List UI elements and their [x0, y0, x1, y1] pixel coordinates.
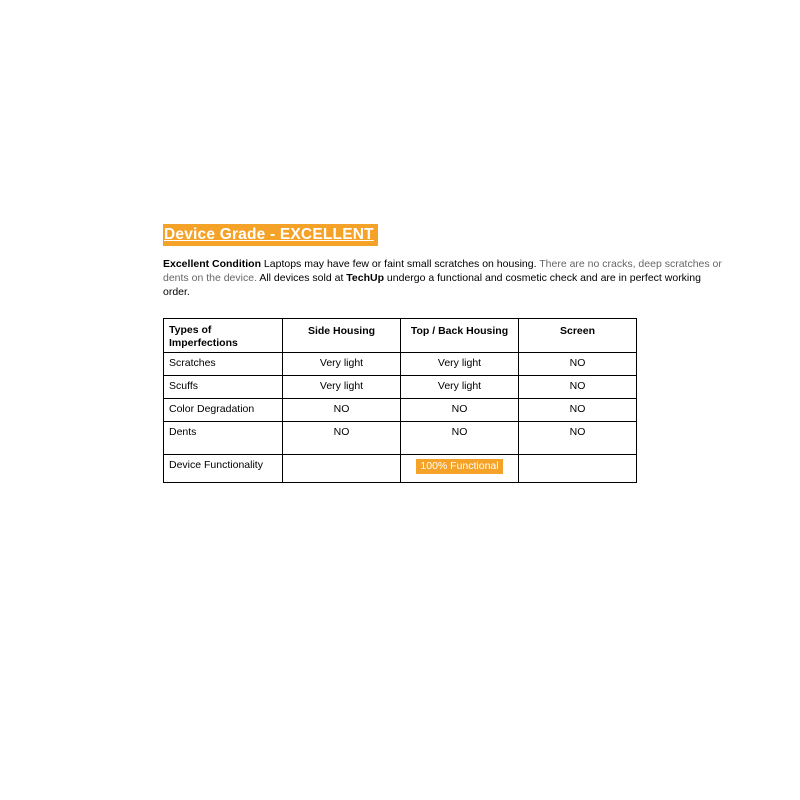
- description-text-run: TechUp: [346, 271, 385, 284]
- description-text-run: undergo a functional and cosmetic check and are in perfect working: [384, 271, 701, 284]
- page-title-highlight: Device Grade - EXCELLENT: [163, 224, 378, 246]
- functional-status-highlight: 100% Functional: [416, 459, 502, 474]
- table-cell: NO: [401, 422, 519, 455]
- table-cell: Very light: [283, 376, 401, 399]
- table-cell: Very light: [401, 376, 519, 399]
- table-cell: NO: [519, 399, 637, 422]
- table-row: [164, 376, 637, 399]
- table-cell: Very light: [283, 353, 401, 376]
- description-text-run: There are no cracks, deep scratches or: [536, 258, 722, 270]
- page-title: [163, 226, 378, 244]
- table-header-cell: Top / Back Housing: [401, 319, 519, 353]
- description-line: [163, 272, 783, 286]
- condition-description: [163, 258, 783, 300]
- table-cell: [519, 455, 637, 483]
- table-cell: NO: [283, 422, 401, 455]
- table-row: [164, 399, 637, 422]
- row-label-cell: Scratches: [164, 353, 283, 376]
- description-text-run: All devices sold at: [256, 271, 347, 284]
- table-header-row: [164, 319, 637, 353]
- description-line: [163, 286, 783, 300]
- row-label-cell: Scuffs: [164, 376, 283, 399]
- table-header-cell: Screen: [519, 319, 637, 353]
- table-cell: Very light: [401, 353, 519, 376]
- description-text-run: dents on the device.: [163, 271, 257, 284]
- description-line: [163, 258, 783, 272]
- description-text-run: order.: [163, 285, 190, 298]
- table-row: [164, 455, 637, 483]
- table-header-cell: Types of Imperfections: [164, 319, 283, 353]
- table-cell: [401, 455, 519, 483]
- row-label-cell: Dents: [164, 422, 283, 455]
- row-label-cell: Device Functionality: [164, 455, 283, 483]
- table-cell: NO: [283, 399, 401, 422]
- imperfections-table: [163, 318, 637, 483]
- table-row: [164, 422, 637, 455]
- row-label-cell: Color Degradation: [164, 399, 283, 422]
- table-cell: NO: [519, 422, 637, 455]
- table-row: [164, 353, 637, 376]
- table-cell: [283, 455, 401, 483]
- table-cell: NO: [519, 353, 637, 376]
- description-text-run: Excellent Condition: [163, 258, 262, 270]
- table-cell: NO: [401, 399, 519, 422]
- table-header-cell: Side Housing: [283, 319, 401, 353]
- description-text-run: Laptops may have few or faint small scratches on housing.: [261, 258, 537, 270]
- table-cell: NO: [519, 376, 637, 399]
